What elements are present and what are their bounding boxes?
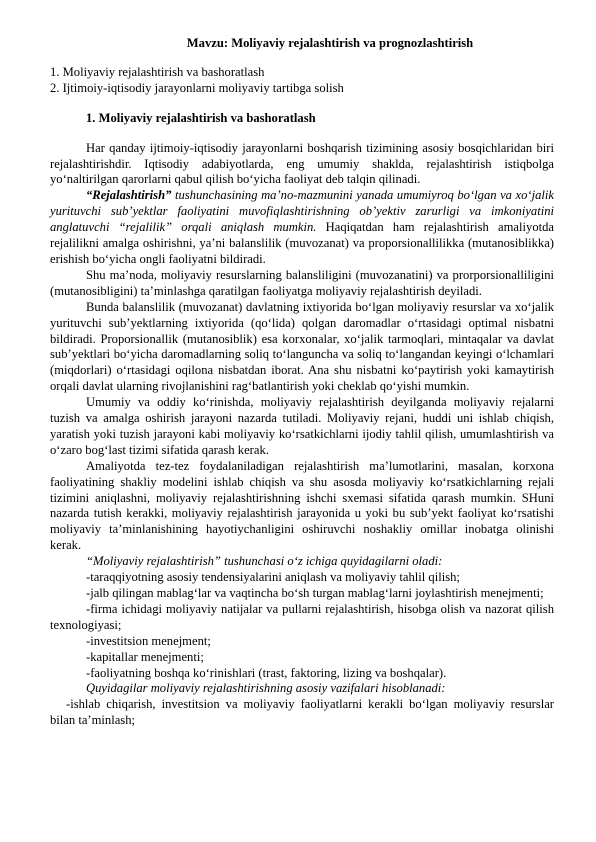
paragraph-tasks-intro: Quyidagilar moliyaviy rejalashtirishning asosiy vazifalari hisoblanadi: [86,681,446,696]
paragraph: Umumiy va oddiy ko‘rinishda, moliyaviy rejalashtirish deyilganda moliyaviy rejalarni tuzish va amalga oshirish jarayoni nazarda tutiladi. Moliyaviy rejani, huddi uni ishlab chiqish, yaratish yoki tuzish jarayoni kabi moliyaviy ko‘rsatkichlarni ijodiy tahlil qilish, umumlashtirish va o‘zaro bog‘last tizimi sifatida qarash kerak. [50,395,554,457]
definition-continuation: Haqiqatdan ham rejalashtirish amaliyotda rejalilikni amalga oshirishni, ya’ni balanslilik (muvozanat) va proporsionallilikka (mutanosiblikka) erishish bo‘yicha ongli faoliyatni bildiradi. [50,220,554,266]
paragraph-list-intro: “Moliyaviy rejalashtirish” tushunchasi o‘z ichiga quyidagilarni oladi: [86,554,443,569]
paragraph: Amaliyotda tez-tez foydalaniladigan rejalashtirish ma’lumotlarini, masalan, korxona faoliyatining shakliy modelini ishlab chiqish va shu asosda moliyaviy ko‘rsatkichlarning rejali tizimini aniqlashni, moliyaviy rejalashtirishning ishchi sxemasi sifatida qarash mumkin. SHuni nazarda tutish kerakki, moliyaviy rejalashtirish jarayonida u yoki bu sub’yekt faoliyat ko‘rsatishi moliyaviy ta’minlanishining hayotiychanligini oshiruvchi noshakliy omillar inobatga olinishi kerak. [50,458,554,553]
list-item: -taraqqiyotning asosiy tendensiyalarini aniqlash va moliyaviy tahlil qilish; [86,570,460,585]
list-item: -faoliyatning boshqa ko‘rinishlari (trast, faktoring, lizing va boshqalar). [86,665,447,680]
list-item: -jalb qilingan mablag‘lar va vaqtincha bo‘sh turgan mablag‘larni joylashtirish menejmenti; [86,586,544,600]
section-heading: 1. Moliyaviy rejalashtirish va bashoratlash [86,110,316,125]
italic-definition: tushunchasining ma’no-mazmunini yanada umumiyroq bo‘lgan va xo‘jalik yurituvchi sub’yektlar faoliyatini muvofiqlashtirishning ob’yektiv zarurligi va imkoniyatini anglatuvchi “rejalilik” orqali aniqlash mumkin. [50,188,554,235]
list-item: -ishlab chiqarish, investitsion va moliyaviy faoliyatlarni kerakli bo‘lgan moliyaviy resurslar bilan ta’minlash; [50,697,554,728]
paragraph: Har qanday ijtimoiy-iqtisodiy jarayonlarni boshqarish tizimining asosiy bosqichlaridan biri rejalashtirishdir. Iqtisodiy adabiyotlarda, eng umumiy shaklda, rejalashtirish istiqbolga yo‘naltirilgan qarorlarni qabul qilish bo‘yicha faoliyat deb talqin qilinadi. [50,140,554,187]
list-item: -investitsion menejment; [86,633,211,648]
table-of-contents [50,65,554,97]
toc-item: 1. Moliyaviy rejalashtirish va bashoratlash [50,64,265,79]
paragraph: Bunda balanslilik (muvozanat) davlatning ixtiyorida bo‘lgan moliyaviy resurslar va xo‘jalik yurituvchi sub’yektlarning ixtiyorida (qo‘lida) qolgan daromadlar o‘rtasidagi optimal nisbatni bildiradi. Proporsionallik (mutanosiblik) esa korxonalar, xo‘jalik tarmoqlari, mintaqalar va davlat sub’yektlari bo‘yicha daromadlarning soliq to‘languncha va soliq to‘langandan keyingi o‘lchamlari (miqdorlari) o‘rtasidagi oqilona nisbatdan iborat. Ana shu nisbatni ko‘paytirish yoki kamaytirish orqali davlat ularning rivojlanishini rag‘batlantirish yoki cheklab qo‘yishi mumkin. [50,299,554,394]
paragraph-rejalashtirish-definition [50,188,554,268]
list-item: -firma ichidagi moliyaviy natijalar va pullarni rejalashtirish, hisobga olish va nazorat qilish texnologiyasi; [50,601,554,632]
toc-item: 2. Ijtimoiy-iqtisodiy jarayonlarni moliyaviy tartibga solish [50,80,344,95]
document-title: Mavzu: Moliyaviy rejalashtirish va prognozlashtirish [186,36,474,50]
term-rejalashtirish: “Rejalashtirish” [86,188,172,203]
paragraph: Shu ma’noda, moliyaviy resurslarning balansliligini (muvozanatini) va prorporsionalliligini (mutanosibligini) ta’minlashga qaratilgan faoliyatga moliyaviy rejalashtirish deyiladi. [50,267,554,298]
list-item: -kapitallar menejmenti; [86,649,204,664]
